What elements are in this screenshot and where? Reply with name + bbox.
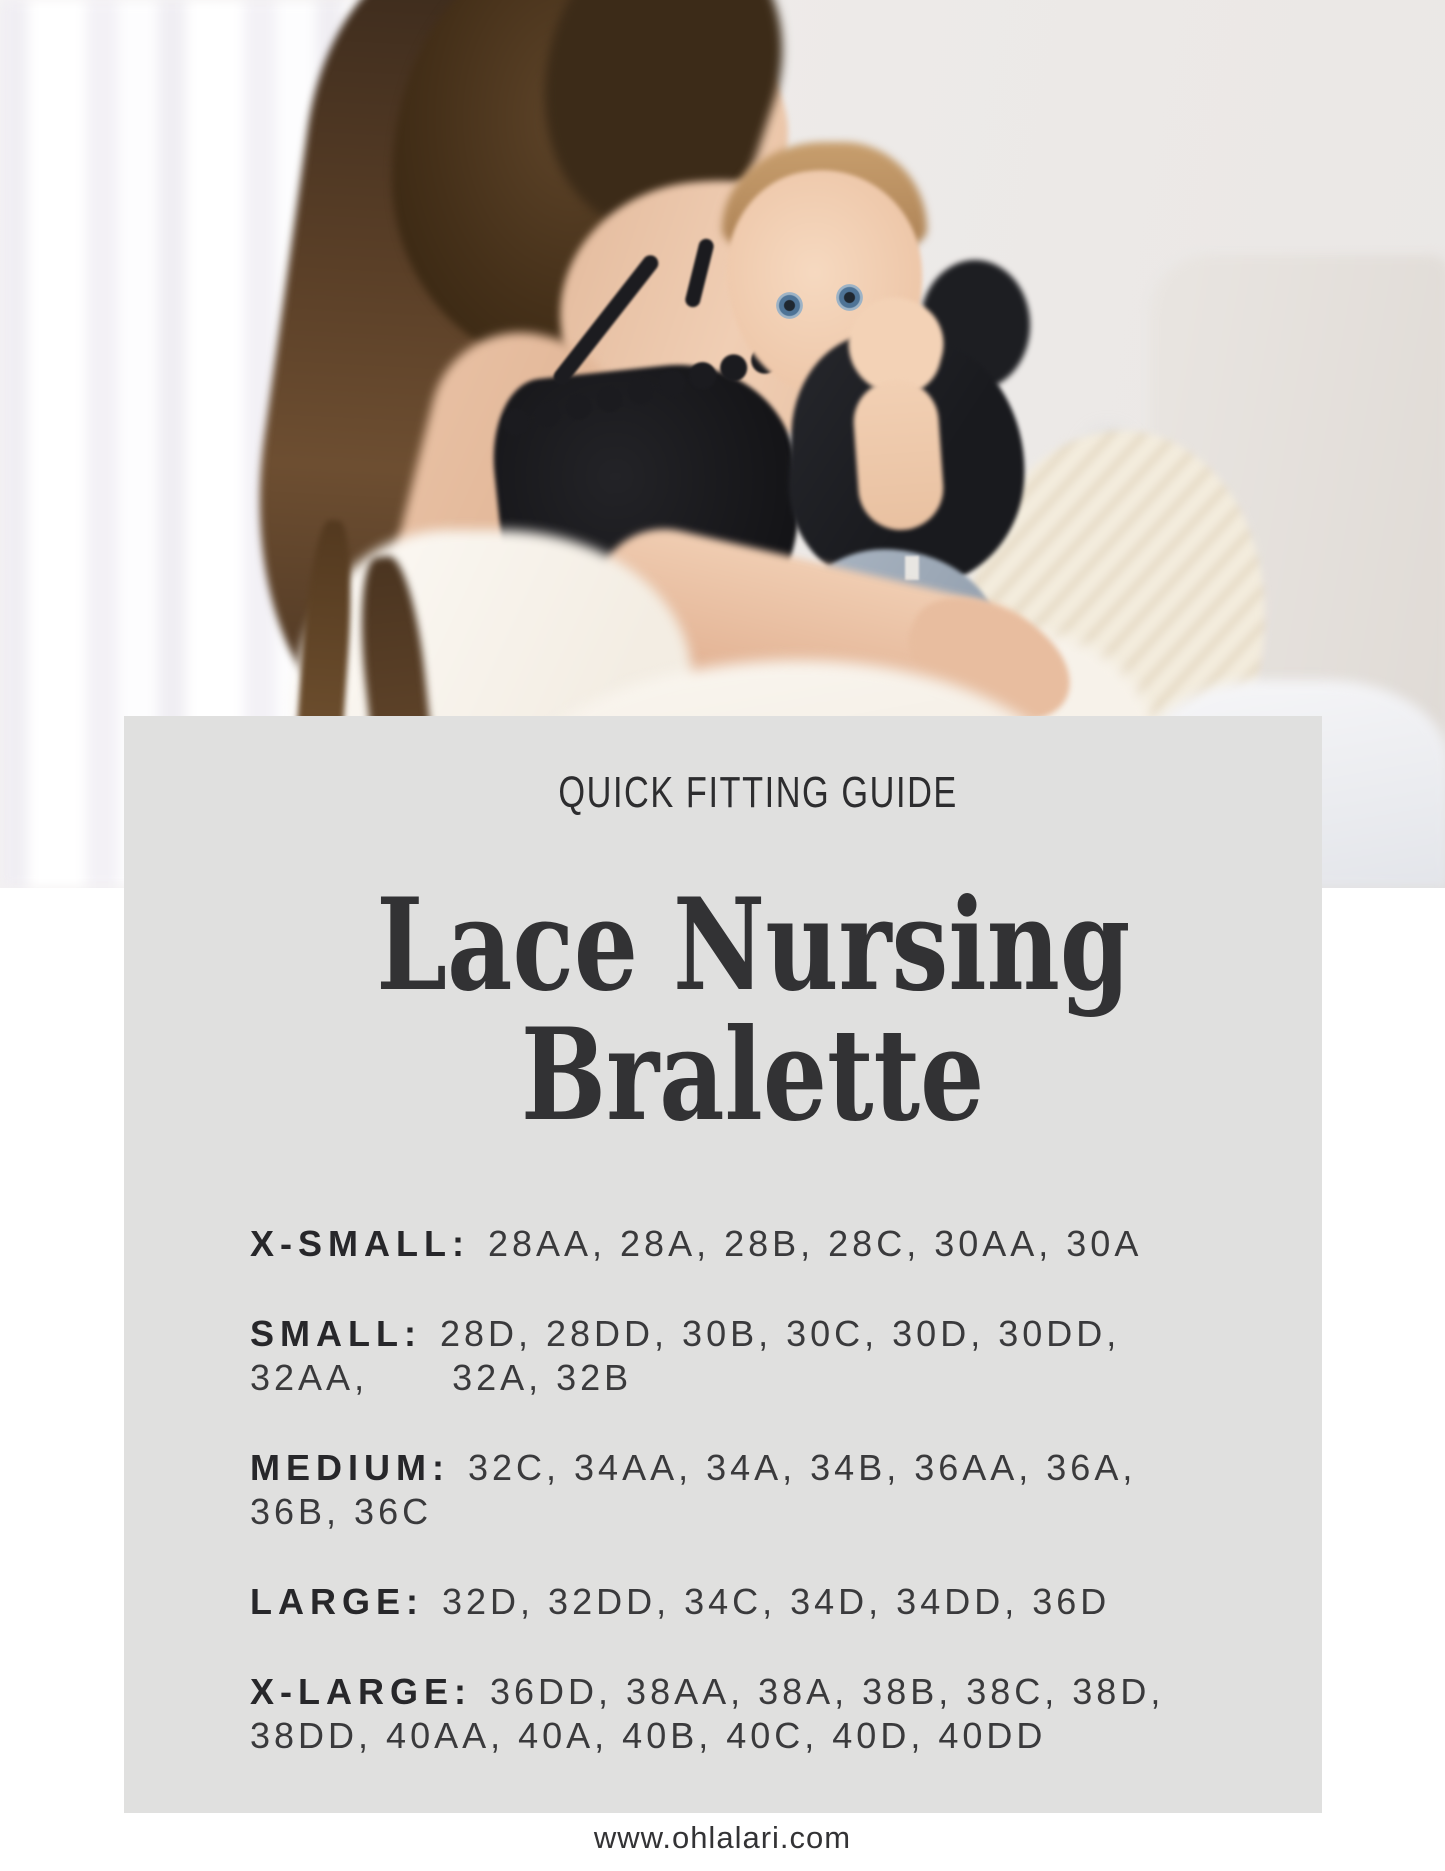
size-label: MEDIUM: [250,1447,450,1488]
size-line [250,1222,1262,1266]
size-values: 28D, 28DD, 30B, 30C, 30D, 30DD, [439,1313,1121,1354]
photo-baby-eye-right [836,284,863,311]
size-line-continued: 32AA, 32A, 32B [250,1357,633,1398]
size-line-continued: 38DD, 40AA, 40A, 40B, 40C, 40D, 40DD [250,1715,1047,1756]
size-line [250,1312,1262,1356]
size-label: SMALL: [250,1313,422,1354]
website-url: www.ohlalari.com [593,1820,852,1855]
photo-baby-arm [851,377,946,533]
size-line [250,1670,1262,1714]
product-title-line1: Lace Nursing [375,871,1131,1019]
size-group-x-large [250,1670,1262,1758]
size-list [250,1222,1262,1758]
size-group-x-small [250,1222,1262,1266]
size-label: X-SMALL: [250,1223,470,1264]
size-line-continued: 36B, 36C [250,1491,433,1532]
size-line [250,1446,1262,1490]
photo-baby-eye-left [776,292,803,319]
size-group-medium [250,1446,1262,1534]
eyebrow-heading-text: QUICK FITTING GUIDE [558,768,958,817]
size-line [250,1580,1262,1624]
fitting-guide-card [124,716,1322,1813]
eyebrow-heading [124,768,1322,818]
product-title [154,871,1352,1149]
photo-baby-pants-tag [905,556,919,580]
size-label: LARGE: [250,1581,424,1622]
size-values: 28AA, 28A, 28B, 28C, 30AA, 30A [487,1223,1143,1264]
product-title-line2: Bralette [521,1001,985,1149]
size-values: 32C, 34AA, 34A, 34B, 36AA, 36A, [467,1447,1137,1488]
size-group-large [250,1580,1262,1624]
size-values: 36DD, 38AA, 38A, 38B, 38C, 38D, [490,1671,1165,1712]
size-values: 32D, 32DD, 34C, 34D, 34DD, 36D [442,1581,1111,1622]
size-group-small [250,1312,1262,1400]
size-label: X-LARGE: [250,1671,472,1712]
